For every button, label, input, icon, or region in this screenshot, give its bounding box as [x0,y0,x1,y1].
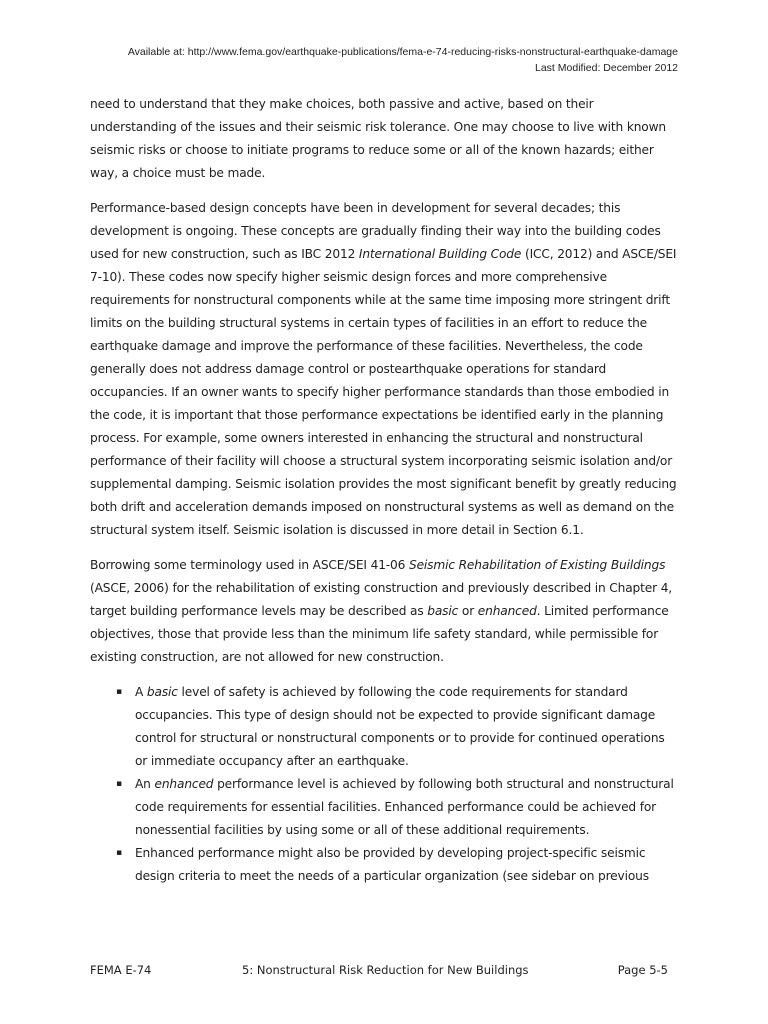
paragraph-3 [90,554,680,669]
p3-title-asce: Seismic Rehabilitation of Existing Buildings [408,558,666,572]
footer-chapter-title: 5: Nonstructural Risk Reduction for New Buildings [242,963,529,977]
p2-text-c: (ICC, 2012) and ASCE/SEI 7-10). These codes now specify higher seismic design forces and more comprehensive requirements for nonstructural components while at the same time imposing more stringent drift limits on the building structural systems in certain types of facilities in an effort to reduce the earthquake damage and improve the performance of these facilities. Nevertheless, the code generally does not address damage control or postearthquake operations for standard occupancies. If an owner wants to specify higher performance standards than those embodied in the code, it is important that those performance expectations be identified early in the planning process. For example, some owners interested in enhancing the structural and nonstructural performance of their facility will choose a structural system incorporating seismic isolation and/or supplemental damping. Seismic isolation provides the most significant benefit by greatly reducing both drift and acceleration demands imposed on nonstructural systems as well as demand on the structural system itself. Seismic isolation is discussed in more detail in Section 6.1. [90,247,677,537]
header-last-modified: Last Modified: December 2012 [535,62,678,74]
bullet-icon: ▪ [116,779,122,789]
b3-text: Enhanced performance might also be provided by developing project-specific seismic design criteria to meet the needs of a particular organization (see sidebar on previous [135,846,649,883]
b2-term-enhanced: enhanced [154,777,214,791]
list-item-enhanced [90,773,680,842]
p3-term-enhanced: enhanced [477,604,537,618]
bullet-icon: ▪ [116,687,122,697]
footer-document-id: FEMA E-74 [90,963,152,977]
p2-text-a: Performance-based design concepts have been in development for several decades; this development is ongoing. These concepts are gradually finding their way into the building codes used for new construction, such as IBC 2012 [90,201,661,261]
p2-title-ibc: International Building Code [358,247,522,261]
paragraph-2 [90,197,680,542]
footer-page-number: Page 5-5 [617,963,668,977]
paragraph-1: need to understand that they make choices, both passive and active, based on their understanding of the issues and their seismic risk tolerance. One may choose to live with known seismic risks or choose to initiate programs to reduce some or all of the known hazards; either way, a choice must be made. [90,97,666,180]
list-item-project-specific [90,842,680,888]
header-source-url: Available at: http://www.fema.gov/earthquake-publications/fema-e-74-reducing-risks-nonstructural-earthquake-damage [127,46,678,58]
b1-text-c: level of safety is achieved by following the code requirements for standard occupancies. This type of design should not be expected to provide significant damage control for structural or nonstructural components or to provide for continued operations or immediate occupancy after an earthquake. [135,685,665,768]
performance-level-list [90,681,680,888]
list-item-basic [90,681,680,773]
b1-term-basic: basic [146,685,178,699]
bullet-icon: ▪ [116,848,122,858]
p3-term-basic: basic [427,604,459,618]
p3-text-e: or [458,604,478,618]
page-body [90,93,680,888]
b2-text-c: performance level is achieved by following both structural and nonstructural code requirements for essential facilities. Enhanced performance could be achieved for nonessential facilities by using some or all of these additional requirements. [135,777,674,837]
p3-text-a: Borrowing some terminology used in ASCE/SEI 41-06 [90,558,409,572]
b2-text-a: An [135,777,155,791]
p3-text-c: (ASCE, 2006) for the rehabilitation of existing construction and previously described in Chapter 4, target building performance levels may be described as [90,581,673,618]
p3-text-g: . Limited performance objectives, those that provide less than the minimum life safety standard, while permissible for existing construction, are not allowed for new construction. [90,604,669,664]
b1-text-a: A [135,685,147,699]
